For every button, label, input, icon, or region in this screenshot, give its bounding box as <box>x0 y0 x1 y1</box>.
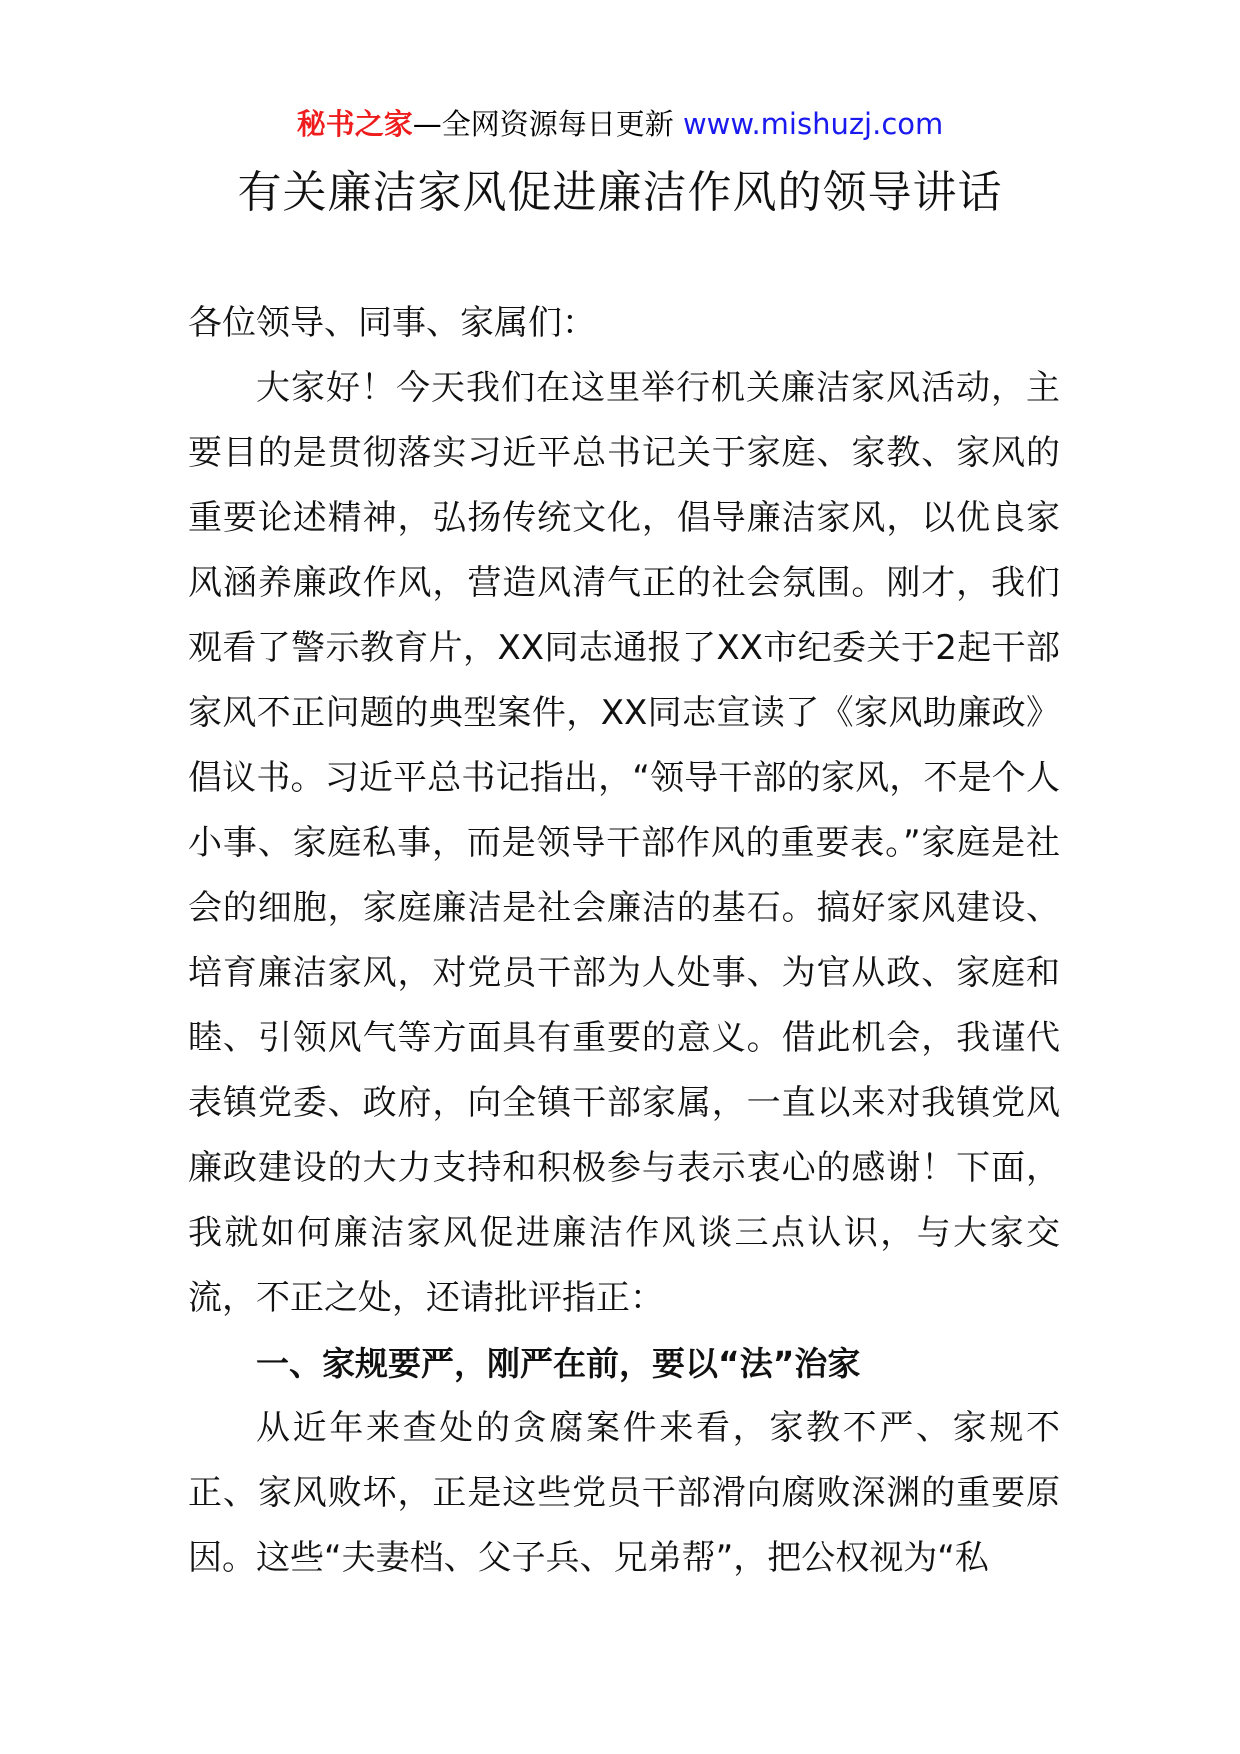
site-header <box>0 100 1240 148</box>
document-body <box>188 291 1060 1591</box>
paragraph: 从近年来查处的贪腐案件来看，家教不严、家规不正、家风败坏，正是这些党员干部滑向腐败深渊的重要原因。这些“夫妻档、父子兵、兄弟帮”，把公权视为“私 <box>188 1408 1060 1578</box>
header-slogan: —全网资源每日更新 <box>412 107 674 141</box>
paragraph: 大家好！今天我们在这里举行机关廉洁家风活动，主要目的是贯彻落实习近平总书记关于家庭、家教、家风的重要论述精神，弘扬传统文化，倡导廉洁家风，以优良家风涵养廉政作风，营造风清气正的社会氛围。刚才，我们观看了警示教育片，XX同志通报了XX市纪委关于2起干部家风不正问题的典型案件，XX同志宣读了《家风助廉政》倡议书。习近平总书记指出，“领导干部的家风，不是个人小事、家庭私事，而是领导干部作风的重要表。”家庭是社会的细胞，家庭廉洁是社会廉洁的基石。搞好家风建设、培育廉洁家风，对党员干部为人处事、为官从政、家庭和睦、引领风气等方面具有重要的意义。借此机会，我谨代表镇党委、政府，向全镇干部家属，一直以来对我镇党风廉政建设的大力支持和积极参与表示衷心的感谢！下面，我就如何廉洁家风促进廉洁作风谈三点认识，与大家交流，不正之处，还请批评指正： <box>188 368 1060 1318</box>
salutation: 各位领导、同事、家属们： <box>188 303 596 343</box>
brand-name: 秘书之家 <box>296 107 413 141</box>
site-url-link[interactable]: www.mishuzj.com <box>682 107 944 141</box>
document-title: 有关廉洁家风促进廉洁作风的领导讲话 <box>237 167 1003 218</box>
section-heading: 一、家规要严，刚严在前，要以“法”治家 <box>256 1344 861 1383</box>
